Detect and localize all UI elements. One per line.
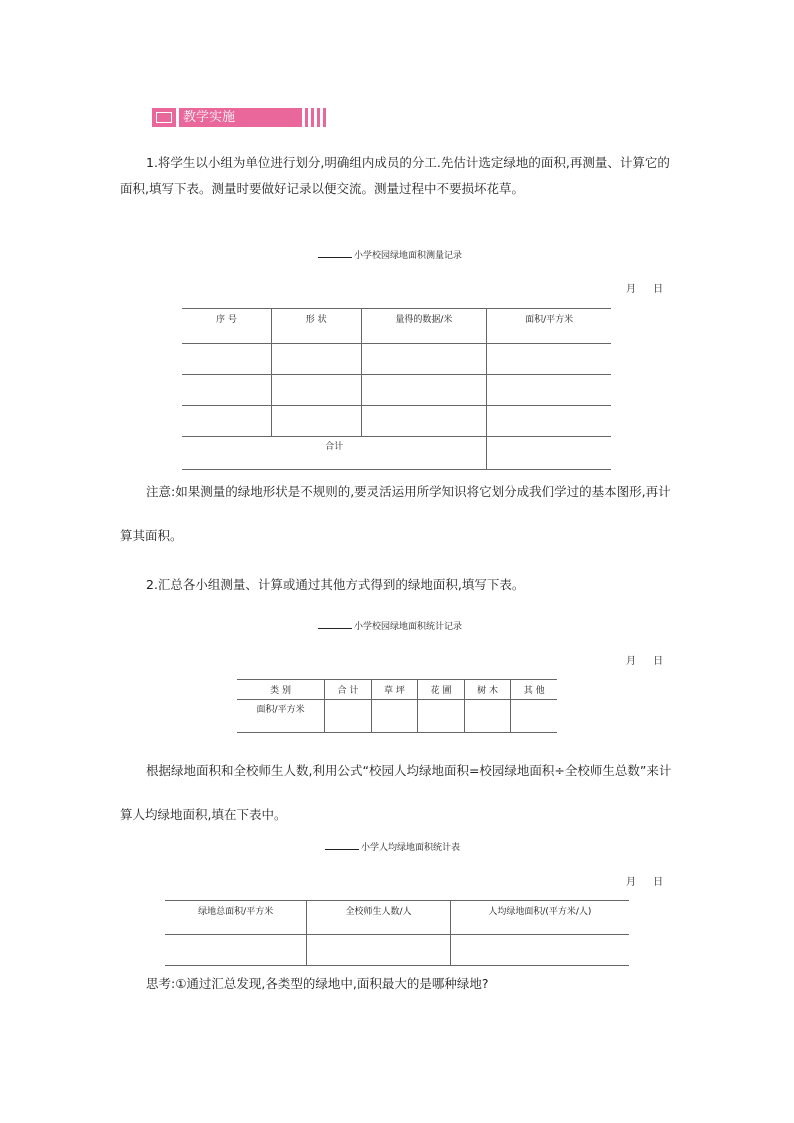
header-cell: 合 计 [325, 680, 372, 700]
think-question: 思考:①通过汇总发现,各类型的绿地中,面积最大的是哪种绿地? [146, 976, 489, 991]
header-cell: 全校师生人数/人 [307, 901, 450, 935]
per-capita-table [165, 900, 629, 966]
header-cell: 形 状 [271, 309, 361, 344]
header-cell: 绿地总面积/平方米 [165, 901, 307, 935]
table1-date: 月 日 [626, 284, 664, 295]
paragraph-step-2: 2.汇总各小组测量、计算或通过其他方式得到的绿地面积,填写下表。 [146, 577, 525, 592]
measurement-table [182, 308, 611, 470]
header-cell: 人均绿地面积/(平方米/人) [450, 901, 629, 935]
table-row [237, 700, 557, 733]
header-cell: 草 坪 [371, 680, 418, 700]
table2-caption: 小学校园绿地面积统计记录 [318, 619, 462, 632]
header-cell: 花 圃 [418, 680, 465, 700]
table-row [182, 375, 611, 406]
table1-caption: 小学校园绿地面积测量记录 [318, 248, 462, 261]
header-cell: 量得的数据/米 [361, 309, 487, 344]
table3-date: 月 日 [626, 877, 664, 888]
header-cell: 类 别 [237, 680, 325, 700]
row-label: 面积/平方米 [237, 700, 325, 733]
header-cell: 面积/平方米 [487, 309, 611, 344]
note-paragraph: 注意:如果测量的绿地形状是不规则的,要灵活运用所学知识将它划分成我们学过的基本图形,再计算其面积。 [120, 484, 671, 543]
table2-date: 月 日 [626, 656, 664, 667]
formula-paragraph: 根据绿地面积和全校师生人数,利用公式“校园人均绿地面积=校园绿地面积÷全校师生总数”来计算人均绿地面积,填在下表中。 [120, 763, 672, 822]
total-label: 合计 [182, 437, 487, 470]
header-cell: 序 号 [182, 309, 271, 344]
name-blank [318, 620, 352, 629]
table-row [182, 344, 611, 375]
name-blank [318, 249, 352, 258]
header-cell: 其 他 [511, 680, 557, 700]
table-row [182, 406, 611, 437]
section-number-badge [152, 108, 176, 127]
paragraph-step-1: 1.将学生以小组为单位进行划分,明确组内成员的分工.先估计选定绿地的面积,再测量、计算它的面积,填写下表。测量时要做好记录以便交流。测量过程中不要损坏花草。 [120, 155, 670, 196]
statistics-table [237, 679, 557, 733]
name-blank [325, 841, 359, 850]
header-cell: 树 木 [464, 680, 511, 700]
table3-caption: 小学人均绿地面积统计表 [325, 840, 460, 853]
section-title: 教学实施 [179, 108, 302, 127]
table-row [165, 935, 629, 966]
section-header [152, 108, 326, 127]
